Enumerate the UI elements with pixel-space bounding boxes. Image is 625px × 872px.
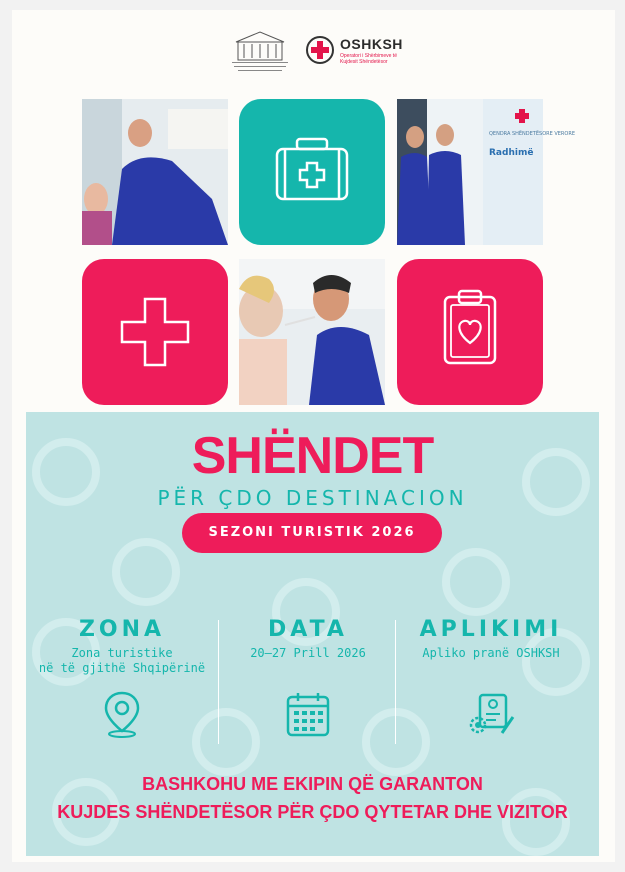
date-column <box>218 617 398 661</box>
apply-title: APLIKIMI <box>419 617 563 642</box>
season-badge: SEZONI TURISTIK 2026 <box>182 513 442 553</box>
clipboard-heart-icon <box>397 259 543 405</box>
health-cross-tile <box>82 259 228 405</box>
medical-kit-tile <box>239 99 385 245</box>
oshksh-cross-logo <box>305 35 335 65</box>
date-text: 20–27 Prill 2026 <box>250 646 366 660</box>
welcome-sign-text: Radhimë <box>489 148 534 158</box>
medical-cross-icon <box>82 259 228 405</box>
zone-title: ZONA <box>78 617 166 642</box>
health-record-tile <box>397 259 543 405</box>
center-sign-text: QENDRA SHËNDETËSORE VERORE <box>489 131 575 137</box>
date-title: DATA <box>268 617 348 642</box>
zone-column <box>32 617 212 676</box>
oshksh-subtitle: Operatori i Shërbimeve të Kujdesit Shëndetësor <box>340 53 397 65</box>
oshksh-name: OSHKSH <box>340 36 403 52</box>
calendar-icon <box>283 689 333 739</box>
ministry-logo <box>228 28 292 76</box>
subheadline: PËR ÇDO DESTINACION <box>157 486 468 510</box>
info-panel <box>26 412 599 856</box>
zone-text-line1: Zona turistike <box>71 646 173 660</box>
headline: SHËNDET <box>191 427 434 485</box>
document-gear-icon <box>466 689 516 739</box>
photo-doctor-examining-child <box>239 259 385 405</box>
photo-medic-with-child <box>82 99 228 245</box>
apply-column <box>401 617 581 661</box>
cta-line-2: KUJDES SHËNDETËSOR PËR ÇDO QYTETAR DHE VIZITOR <box>57 802 568 822</box>
cta-line-1: BASHKOHU ME EKIPIN QË GARANTON <box>142 774 483 794</box>
location-pin-icon <box>97 689 147 739</box>
medical-kit-icon <box>239 99 385 245</box>
logo-bar <box>228 28 403 78</box>
apply-text: Apliko pranë OSHKSH <box>422 646 560 660</box>
zone-text-line2: në të gjithë Shqipërinë <box>38 661 206 675</box>
photo-health-center-staff <box>397 99 575 245</box>
column-divider <box>395 620 396 744</box>
